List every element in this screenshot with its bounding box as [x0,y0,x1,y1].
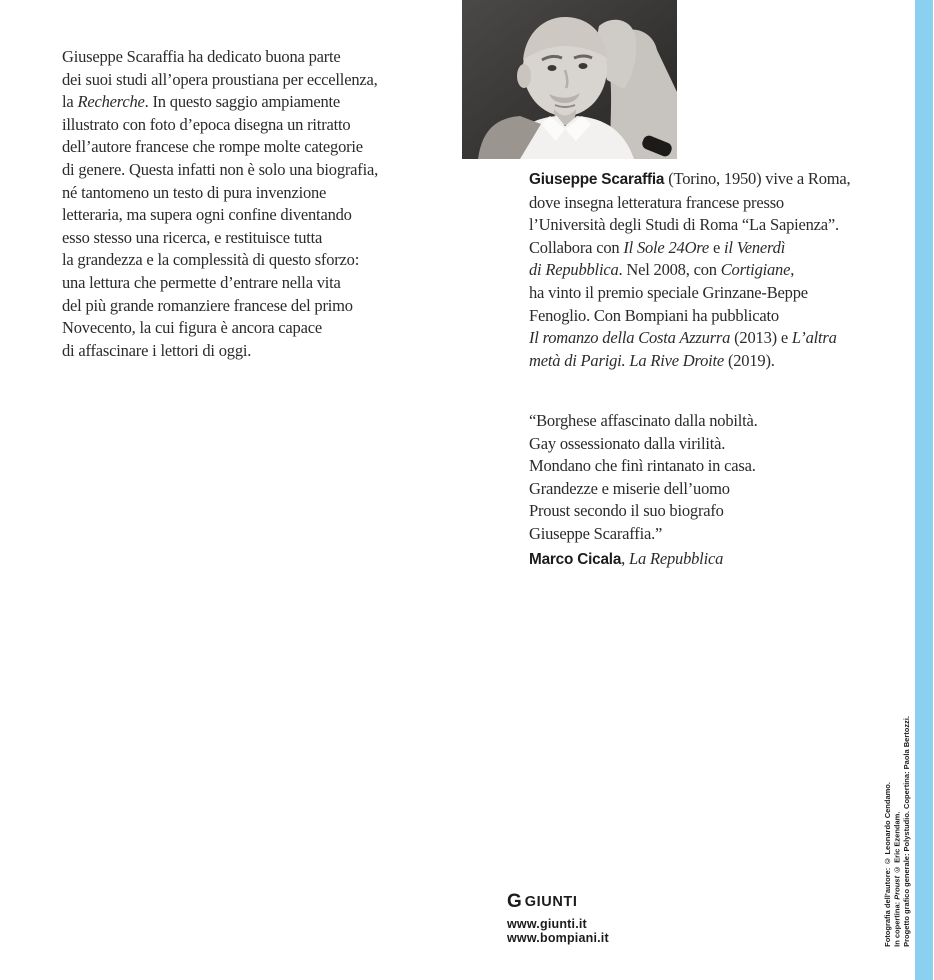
press-quote-block [529,410,758,571]
publisher-block [507,893,609,946]
author-bio: Giuseppe Scaraffia (Torino, 1950) vive a Roma, dove insegna letteratura francese presso l’Università degli Studi di Roma “La Sapienza”. Collabora con Il Sole 24Ore e il Venerdì di Repubblica. Nel 2008, con Cortigiane, ha vinto il premio speciale Grinzane-Beppe Fenoglio. Con Bompiani ha pubblicato Il romanzo della Costa Azzurra (2013) e L’altra metà di Parigi. La Rive Droite (2019). [529,169,851,370]
quote-attribution: Marco Cicala, La Repubblica [529,548,724,568]
accent-stripe [915,0,933,980]
giunti-wordmark: GIUNTI [524,893,578,910]
url-bompiani: www.bompiani.it [507,930,609,945]
eye-left [548,65,557,71]
publisher-urls [507,918,609,946]
author-photo [462,0,677,159]
publisher-logo [507,893,609,910]
ear [517,64,531,88]
giunti-g-icon: G [507,891,521,912]
press-quote: “Borghese affascinato dalla nobiltà. Gay ossessionato dalla virilità. Mondano che finì rintanato in casa. Grandezze e miserie dell’uomo Proust secondo il suo biografo Giuseppe Scaraffia.” [529,411,758,543]
url-giunti: www.giunti.it [507,917,587,931]
photo-credits: Fotografia dell’autore: © Leonardo Cendamo. In copertina: Proust © Eric Ezendam. Progetto grafico generale: Polystudio. Copertina: Paola Bertozzi. [883,716,912,947]
author-portrait-illustration [462,0,677,159]
eye-right [579,63,588,69]
left-description: Giuseppe Scaraffia ha dedicato buona parte dei suoi studi all’opera proustiana per eccellenza, la Recherche. In questo saggio ampiamente illustrato con foto d’epoca disegna un ritratto dell’autore francese che rompe molte categorie di genere. Questa infatti non è solo una biografia, né tantomeno un testo di pura invenzione letteraria, ma supera ogni confine diventando esso stesso una ricerca, e restituisce tutta la grandezza e la complessità di questo sforzo: una lettura che permette d’entrare nella vita del più grande romanziere francese del primo Novecento, la cui figura è ancora capace di affascinare i lettori di oggi. [62,47,379,360]
